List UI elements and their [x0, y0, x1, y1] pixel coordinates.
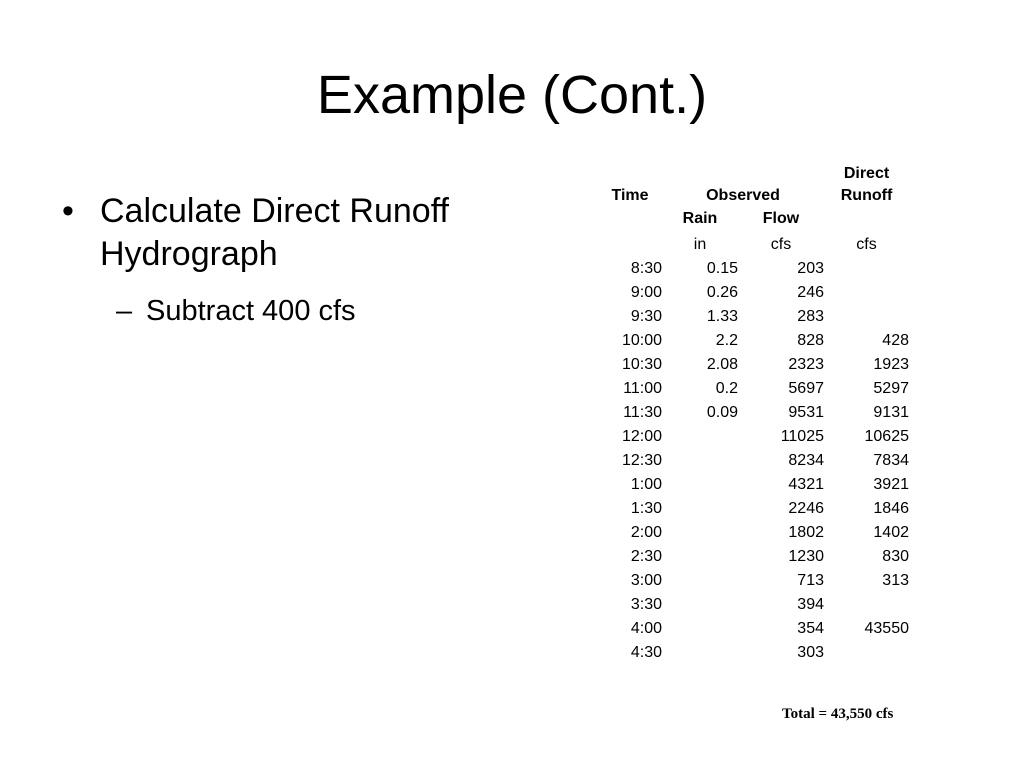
cell-flow: 9531 — [788, 404, 824, 421]
cell-time: 12:00 — [621, 428, 662, 445]
cell-flow: 828 — [797, 332, 824, 349]
header-rain: Rain — [682, 210, 718, 227]
table-row — [598, 567, 909, 591]
table-row — [598, 375, 909, 399]
bullet-marker: • — [62, 192, 74, 230]
cell-time: 9:00 — [630, 284, 662, 301]
table-row — [598, 447, 909, 471]
table-row — [598, 351, 909, 375]
header-flow: Flow — [762, 210, 800, 227]
table-header-row-2 — [598, 184, 909, 206]
cell-flow: 203 — [797, 260, 824, 277]
cell-rain: 0.2 — [715, 380, 738, 397]
table-row — [598, 615, 909, 639]
cell-flow: 394 — [797, 596, 824, 613]
cell-direct-runoff — [824, 303, 909, 327]
cell-direct-runoff: 43550 — [864, 620, 909, 637]
table-row — [598, 519, 909, 543]
bullet-text: Calculate Direct Runoff Hydrograph — [100, 192, 449, 273]
cell-direct-runoff: 428 — [882, 332, 909, 349]
cell-rain: 1.33 — [706, 308, 738, 325]
unit-rain: in — [693, 236, 707, 253]
cell-flow: 8234 — [788, 452, 824, 469]
cell-direct-runoff: 9131 — [873, 404, 909, 421]
cell-rain: 0.26 — [706, 284, 738, 301]
cell-rain — [662, 423, 738, 447]
table-row — [598, 399, 909, 423]
cell-time: 3:00 — [630, 572, 662, 589]
cell-flow: 246 — [797, 284, 824, 301]
slide-title: Example (Cont.) — [316, 65, 708, 125]
cell-direct-runoff: 1846 — [873, 500, 909, 517]
cell-time: 9:30 — [630, 308, 662, 325]
table-row — [598, 255, 909, 279]
cell-time: 1:30 — [630, 500, 662, 517]
cell-time: 1:00 — [630, 476, 662, 493]
table-row — [598, 543, 909, 567]
table-row — [598, 423, 909, 447]
table-header-row-3 — [598, 206, 909, 229]
table-row — [598, 495, 909, 519]
table-row — [598, 303, 909, 327]
cell-time: 10:00 — [621, 332, 662, 349]
cell-rain: 0.09 — [706, 404, 738, 421]
table-header-row-1 — [598, 163, 909, 184]
cell-time: 4:00 — [630, 620, 662, 637]
cell-flow: 354 — [797, 620, 824, 637]
cell-rain — [662, 471, 738, 495]
cell-flow: 2323 — [788, 356, 824, 373]
cell-time: 10:30 — [621, 356, 662, 373]
cell-direct-runoff: 830 — [882, 548, 909, 565]
cell-time: 11:30 — [623, 404, 662, 421]
cell-flow: 713 — [797, 572, 824, 589]
cell-direct-runoff: 1923 — [873, 356, 909, 373]
cell-time: 8:30 — [630, 260, 662, 277]
cell-time: 11:00 — [623, 380, 662, 397]
table-units-row — [598, 229, 909, 255]
table-row — [598, 591, 909, 615]
cell-time: 4:30 — [630, 644, 662, 661]
cell-rain — [662, 567, 738, 591]
cell-rain — [662, 591, 738, 615]
cell-direct-runoff: 10625 — [864, 428, 909, 445]
table-row — [598, 471, 909, 495]
sub-bullet-text: Subtract 400 cfs — [146, 295, 356, 327]
header-observed: Observed — [706, 187, 780, 204]
cell-direct-runoff — [824, 639, 909, 663]
cell-flow: 2246 — [788, 500, 824, 517]
unit-flow: cfs — [770, 236, 792, 253]
cell-time: 3:30 — [630, 596, 662, 613]
cell-flow: 5697 — [788, 380, 824, 397]
cell-flow: 283 — [797, 308, 824, 325]
cell-direct-runoff: 5297 — [873, 380, 909, 397]
cell-rain: 2.08 — [706, 356, 738, 373]
cell-rain — [662, 543, 738, 567]
table-row — [598, 327, 909, 351]
sub-bullet-marker: – — [116, 295, 133, 327]
cell-flow: 4321 — [788, 476, 824, 493]
header-time: Time — [611, 187, 649, 204]
unit-runoff: cfs — [856, 236, 877, 253]
cell-rain — [662, 495, 738, 519]
cell-flow: 11025 — [780, 428, 824, 445]
cell-rain: 2.2 — [715, 332, 738, 349]
cell-rain: 0.15 — [706, 260, 738, 277]
table-row — [598, 639, 909, 663]
cell-direct-runoff: 1402 — [873, 524, 909, 541]
cell-time: 2:30 — [630, 548, 662, 565]
cell-flow: 303 — [797, 644, 824, 661]
cell-flow: 1230 — [788, 548, 824, 565]
cell-direct-runoff: 3921 — [873, 476, 909, 493]
cell-time: 2:00 — [630, 524, 662, 541]
cell-direct-runoff: 313 — [882, 572, 909, 589]
cell-rain — [662, 519, 738, 543]
header-direct: Direct — [843, 165, 890, 182]
cell-rain — [662, 615, 738, 639]
hydrograph-table — [598, 163, 909, 663]
cell-direct-runoff — [824, 591, 909, 615]
total-note: Total = 43,550 cfs — [782, 706, 894, 722]
cell-flow: 1802 — [788, 524, 824, 541]
cell-direct-runoff: 7834 — [873, 452, 909, 469]
header-runoff: Runoff — [840, 187, 893, 204]
cell-direct-runoff — [824, 279, 909, 303]
cell-time: 12:30 — [621, 452, 662, 469]
cell-rain — [662, 639, 738, 663]
cell-direct-runoff — [824, 255, 909, 279]
cell-rain — [662, 447, 738, 471]
table-row — [598, 279, 909, 303]
